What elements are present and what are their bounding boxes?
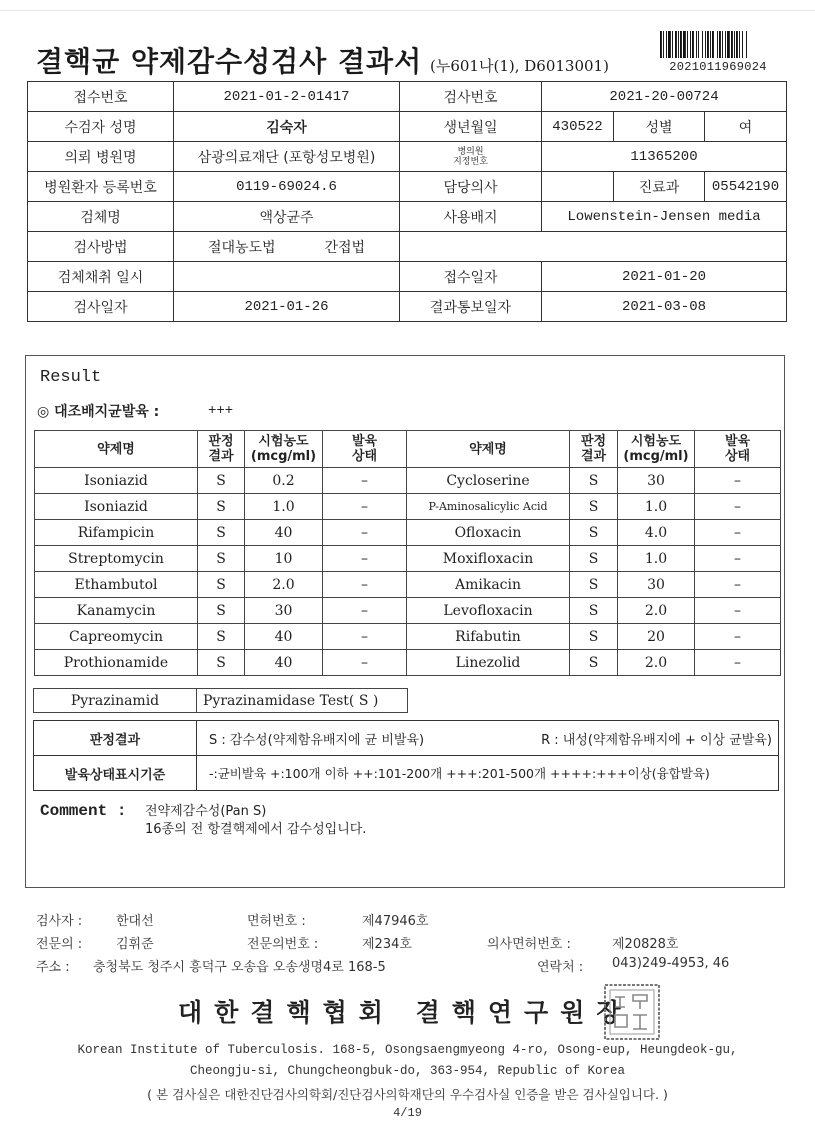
drug-growth-left: – bbox=[323, 624, 407, 650]
license-no: 제47946호 bbox=[362, 914, 429, 929]
drug-row bbox=[35, 650, 781, 676]
barcode-icon bbox=[660, 31, 775, 58]
drug-conc-left: 40 bbox=[245, 624, 323, 650]
notify-label: 결과통보일자 bbox=[400, 292, 542, 322]
birth-label: 생년월일 bbox=[400, 112, 542, 142]
drug-row bbox=[35, 494, 781, 520]
drug-growth-left: – bbox=[323, 494, 407, 520]
legend-judge-r: R : 내성(약제함유배지에 + 이상 균발육) bbox=[488, 721, 779, 756]
english-address-2: Cheongju-si, Chungcheongbuk-do, 363-954, Republic of Korea bbox=[189, 1064, 626, 1078]
drug-table bbox=[34, 430, 781, 676]
address-value: 충청북도 청주시 흥덕구 오송읍 오송생명4로 168-5 bbox=[93, 960, 386, 975]
drug-result-right: S bbox=[570, 624, 618, 650]
drug-conc-right: 4.0 bbox=[618, 520, 695, 546]
drug-row bbox=[35, 624, 781, 650]
drug-name-left: Kanamycin bbox=[35, 598, 198, 624]
drug-result-right: S bbox=[570, 650, 618, 676]
receipt-no: 2021-01-2-01417 bbox=[174, 82, 400, 112]
method-value bbox=[174, 232, 400, 262]
tester-name: 한대선 bbox=[116, 914, 154, 929]
drug-conc-right: 30 bbox=[618, 468, 695, 494]
spec-no: 제234호 bbox=[362, 937, 412, 952]
drug-name-left: Rifampicin bbox=[35, 520, 198, 546]
drug-result-left: S bbox=[198, 598, 245, 624]
english-address-1: Korean Institute of Tuberculosis. 168-5, Osongsaengmyeong 4-ro, Osong-eup, Heungdeok-gu, bbox=[77, 1043, 738, 1057]
reg-no: 0119-69024.6 bbox=[174, 172, 400, 202]
receive-label: 접수일자 bbox=[400, 262, 542, 292]
dept-label: 진료과 bbox=[614, 172, 705, 202]
drug-conc-right: 20 bbox=[618, 624, 695, 650]
drug-growth-right: – bbox=[695, 468, 781, 494]
drug-conc-right: 2.0 bbox=[618, 650, 695, 676]
drug-conc-left: 0.2 bbox=[245, 468, 323, 494]
doctor-name bbox=[542, 172, 614, 202]
drug-name-right: Levofloxacin bbox=[407, 598, 570, 624]
drug-name-right: Ofloxacin bbox=[407, 520, 570, 546]
drug-row bbox=[35, 546, 781, 572]
header-drug-left: 약제명 bbox=[35, 431, 198, 468]
pza-value: Pyrazinamidase Test( S ) bbox=[197, 689, 408, 713]
drug-result-left: S bbox=[198, 468, 245, 494]
result-title: Result bbox=[40, 368, 102, 387]
test-date: 2021-01-26 bbox=[174, 292, 400, 322]
drug-growth-right: – bbox=[695, 572, 781, 598]
drug-growth-right: – bbox=[695, 520, 781, 546]
license-label: 면허번호 : bbox=[247, 914, 306, 929]
drug-result-right: S bbox=[570, 520, 618, 546]
specialist-label: 전문의 : bbox=[36, 937, 83, 952]
drug-result-left: S bbox=[198, 546, 245, 572]
patient-name: 김숙자 bbox=[174, 112, 400, 142]
info-row bbox=[28, 112, 787, 142]
drug-result-right: S bbox=[570, 546, 618, 572]
drug-row bbox=[35, 598, 781, 624]
media-value: Lowenstein-Jensen media bbox=[542, 202, 787, 232]
hospital-code: 11365200 bbox=[542, 142, 787, 172]
hospital-code-label: 병의원 지정번호 bbox=[400, 142, 542, 172]
drug-result-left: S bbox=[198, 650, 245, 676]
test-no-label: 검사번호 bbox=[400, 82, 542, 112]
page-number: 4/19 bbox=[393, 1106, 422, 1120]
reg-no-label: 병원환자 등록번호 bbox=[28, 172, 174, 202]
drug-result-left: S bbox=[198, 494, 245, 520]
drug-result-left: S bbox=[198, 572, 245, 598]
drug-growth-left: – bbox=[323, 650, 407, 676]
doctor-license-label: 의사면허번호 : bbox=[487, 937, 571, 952]
header-conc-right: 시험농도 (mcg/ml) bbox=[618, 431, 695, 468]
hospital-name: 삼광의료재단 (포항성모병원) bbox=[174, 142, 400, 172]
drug-conc-right: 30 bbox=[618, 572, 695, 598]
specimen-label: 검체명 bbox=[28, 202, 174, 232]
drug-result-right: S bbox=[570, 494, 618, 520]
drug-name-left: Isoniazid bbox=[35, 468, 198, 494]
contact-label: 연락처 : bbox=[537, 960, 584, 975]
drug-conc-left: 30 bbox=[245, 598, 323, 624]
drug-name-left: Isoniazid bbox=[35, 494, 198, 520]
official-seal-icon bbox=[603, 983, 661, 1041]
legend-table bbox=[33, 720, 779, 791]
method-absolute: 절대농도법 bbox=[207, 239, 276, 256]
receipt-no-label: 접수번호 bbox=[28, 82, 174, 112]
hospital-label: 의뢰 병원명 bbox=[28, 142, 174, 172]
header-growth-right: 발육 상태 bbox=[695, 431, 781, 468]
drug-conc-left: 10 bbox=[245, 546, 323, 572]
sex-value: 여 bbox=[705, 112, 787, 142]
header-judge-left: 판정 결과 bbox=[198, 431, 245, 468]
collect-label: 검체채취 일시 bbox=[28, 262, 174, 292]
header-drug-right: 약제명 bbox=[407, 431, 570, 468]
drug-growth-right: – bbox=[695, 598, 781, 624]
drug-conc-left: 40 bbox=[245, 520, 323, 546]
drug-growth-left: – bbox=[323, 598, 407, 624]
method-blank bbox=[400, 232, 787, 262]
legend-growth-label: 발육상태표시기준 bbox=[34, 756, 197, 791]
info-row bbox=[28, 292, 787, 322]
drug-name-right: Moxifloxacin bbox=[407, 546, 570, 572]
info-table bbox=[27, 81, 787, 322]
info-row bbox=[28, 232, 787, 262]
legend-judge-s: S : 감수성(약제함유배지에 균 비발육) bbox=[197, 721, 488, 756]
info-row bbox=[28, 262, 787, 292]
drug-growth-left: – bbox=[323, 520, 407, 546]
culture-label: ◎ 대조배지균발육 : bbox=[37, 404, 160, 420]
legend-judge-label: 판정결과 bbox=[34, 721, 197, 756]
drug-name-left: Ethambutol bbox=[35, 572, 198, 598]
drug-conc-right: 1.0 bbox=[618, 494, 695, 520]
pyrazinamide-table bbox=[33, 688, 408, 713]
organization-title: 대한결핵협회 결핵연구원장 bbox=[178, 998, 633, 1027]
drug-result-right: S bbox=[570, 598, 618, 624]
comment-label: Comment : bbox=[40, 802, 127, 820]
header-growth-left: 발육 상태 bbox=[323, 431, 407, 468]
drug-conc-left: 1.0 bbox=[245, 494, 323, 520]
comment-line-2: 16종의 전 항결핵제에서 감수성입니다. bbox=[145, 822, 367, 837]
sex-label: 성별 bbox=[614, 112, 705, 142]
header-conc-left: 시험농도 (mcg/ml) bbox=[245, 431, 323, 468]
drug-growth-right: – bbox=[695, 546, 781, 572]
drug-name-right: Rifabutin bbox=[407, 624, 570, 650]
tester-label: 검사자 : bbox=[36, 914, 83, 929]
drug-name-left: Streptomycin bbox=[35, 546, 198, 572]
report-title: 결핵균 약제감수성검사 결과서 bbox=[36, 45, 423, 78]
doctor-label: 담당의사 bbox=[400, 172, 542, 202]
drug-name-left: Capreomycin bbox=[35, 624, 198, 650]
spec-no-label: 전문의번호 : bbox=[247, 937, 319, 952]
drug-growth-right: – bbox=[695, 624, 781, 650]
method-label: 검사방법 bbox=[28, 232, 174, 262]
drug-conc-right: 1.0 bbox=[618, 546, 695, 572]
drug-growth-left: – bbox=[323, 468, 407, 494]
drug-name-right: Cycloserine bbox=[407, 468, 570, 494]
test-no: 2021-20-00724 bbox=[542, 82, 787, 112]
legend-growth-text: -:균비발육 +:100개 이하 ++:101-200개 +++:201-500개 ++++:+++이상(융합발육) bbox=[197, 756, 779, 791]
contact-value: 043)249-4953, 46 bbox=[612, 956, 730, 971]
header-judge-right: 판정 결과 bbox=[570, 431, 618, 468]
barcode-number: 2021011969024 bbox=[669, 60, 767, 74]
drug-name-right: Linezolid bbox=[407, 650, 570, 676]
top-border bbox=[0, 10, 815, 11]
culture-value: +++ bbox=[208, 403, 234, 419]
method-indirect: 간접법 bbox=[324, 239, 366, 256]
drug-conc-right: 2.0 bbox=[618, 598, 695, 624]
info-row bbox=[28, 82, 787, 112]
address-label: 주소 : bbox=[36, 960, 70, 975]
test-date-label: 검사일자 bbox=[28, 292, 174, 322]
drug-row bbox=[35, 572, 781, 598]
drug-result-left: S bbox=[198, 624, 245, 650]
drug-growth-left: – bbox=[323, 546, 407, 572]
media-label: 사용배지 bbox=[400, 202, 542, 232]
patient-name-label: 수검자 성명 bbox=[28, 112, 174, 142]
specimen-value: 액상균주 bbox=[174, 202, 400, 232]
drug-row bbox=[35, 520, 781, 546]
drug-result-right: S bbox=[570, 572, 618, 598]
collect-value bbox=[174, 262, 400, 292]
drug-conc-left: 2.0 bbox=[245, 572, 323, 598]
comment-line-1: 전약제감수성(Pan S) bbox=[145, 804, 267, 819]
drug-row bbox=[35, 468, 781, 494]
drug-table-header bbox=[35, 431, 781, 468]
drug-result-right: S bbox=[570, 468, 618, 494]
doctor-license-no: 제20828호 bbox=[612, 937, 679, 952]
drug-conc-left: 40 bbox=[245, 650, 323, 676]
info-row bbox=[28, 172, 787, 202]
drug-result-left: S bbox=[198, 520, 245, 546]
drug-growth-left: – bbox=[323, 572, 407, 598]
info-row bbox=[28, 142, 787, 172]
drug-name-right: P-Aminosalicylic Acid bbox=[407, 494, 570, 520]
info-row bbox=[28, 202, 787, 232]
notify-date: 2021-03-08 bbox=[542, 292, 787, 322]
receive-date: 2021-01-20 bbox=[542, 262, 787, 292]
pza-label: Pyrazinamid bbox=[34, 689, 197, 713]
drug-growth-right: – bbox=[695, 650, 781, 676]
drug-growth-right: – bbox=[695, 494, 781, 520]
birth-date: 430522 bbox=[542, 112, 614, 142]
drug-name-right: Amikacin bbox=[407, 572, 570, 598]
report-code: (누601나(1), D6013001) bbox=[430, 57, 609, 75]
dept-value: 05542190 bbox=[705, 172, 787, 202]
drug-name-left: Prothionamide bbox=[35, 650, 198, 676]
certification-note: ( 본 검사실은 대한진단검사의학회/진단검사의학재단의 우수검사실 인증을 받은 검사실입니다. ) bbox=[147, 1087, 668, 1102]
specialist-name: 김휘준 bbox=[116, 937, 154, 952]
